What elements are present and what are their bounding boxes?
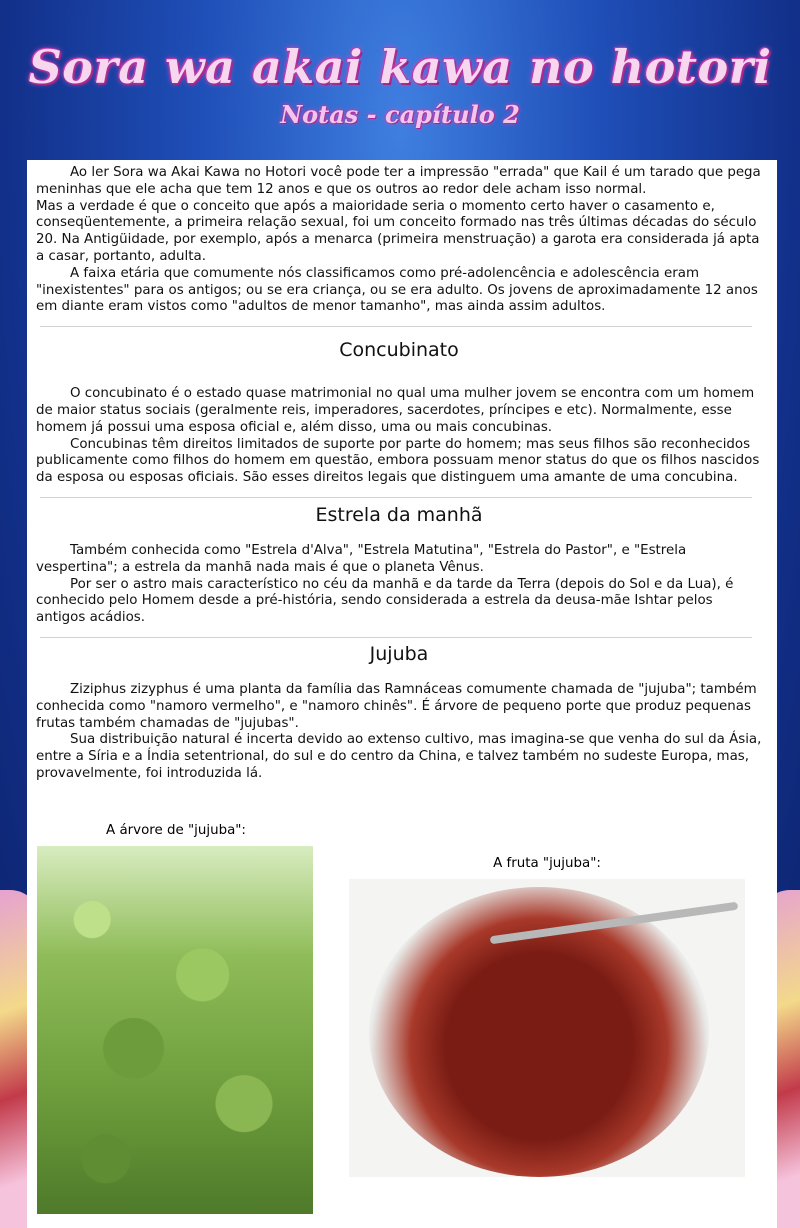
intro-paragraph-1: Ao ler Sora wa Akai Kawa no Hotori você pode ter a impressão "errada" que Kail é um tarado que pega meninhas que ele acha que tem 12 anos e que os outros ao redor dele acham isso normal. <box>36 165 761 197</box>
intro-paragraph-2: Mas a verdade é que o conceito que após a maioridade seria o momento certo haver o casamento e, conseqüentemente, a primeira relação sexual, foi um conceito formado nas três últimas décadas do século 20. Na Antigüidade, por exemplo, após a menarca (primeira menstruação) a garota era considerada já apta a casar, portanto, adulta. <box>36 198 760 264</box>
concubinato-paragraph-2: Concubinas têm direitos limitados de suporte por parte do homem; mas seus filhos são reconhecidos publicamente como filhos do homem em questão, embora possuam menor status do que os filhos nascidos da esposa ou esposas oficiais. São esses direitos legais que distinguem uma amante de uma concubina. <box>36 436 760 486</box>
jujuba-paragraph-1: Ziziphus zizyphus é uma planta da família das Ramnáceas comumente chamada de "jujuba"; também conhecida como "namoro vermelho", e "namoro chinês". É árvore de pequeno porte que produz pequenas frutas também chamadas de "jujubas". <box>36 681 757 731</box>
content-panel <box>27 160 777 1228</box>
caption-tree: A árvore de "jujuba": <box>106 823 246 838</box>
page-header <box>0 0 800 160</box>
section-title-concubinato: Concubinato <box>339 339 459 362</box>
section-divider <box>40 326 752 327</box>
figure-fruit <box>349 856 745 1177</box>
estrela-paragraph-1: Também conhecida como "Estrela d'Alva", "Estrela Matutina", "Estrela do Pastor", e "Estrela vespertina"; a estrela da manhã nada mais é que o planeta Vênus. <box>36 542 687 575</box>
jujuba-paragraph-2: Sua distribuição natural é incerta devido ao extenso cultivo, mas imagina-se que venha do sul da Ásia, entre a Síria e a Índia setentrional, do sul e do centro da China, e talvez também no sudeste Europa, mas, provavelmente, foi introduzida lá. <box>36 732 762 781</box>
page-subtitle: Notas - capítulo 2 <box>280 100 520 129</box>
section-divider <box>40 497 752 498</box>
caption-fruit: A fruta "jujuba": <box>493 856 601 871</box>
intro-paragraph-3: A faixa etária que comumente nós classificamos como pré-adolencência e adolescência eram "inexistentes" para os antigos; ou se era criança, ou se era adulto. Os jovens de aproximadamente 12 anos em diante eram vistos como "adultos de menor tamanho", mas ainda assim adultos. <box>36 265 758 315</box>
jujube-fruit-photo <box>349 879 745 1177</box>
section-divider <box>40 637 752 638</box>
section-title-estrela: Estrela da manhã <box>315 503 483 526</box>
article-body <box>36 165 762 783</box>
section-title-jujuba: Jujuba <box>369 642 429 665</box>
figure-tree <box>37 823 315 1214</box>
jujube-tree-photo <box>37 846 313 1214</box>
estrela-paragraph-2: Por ser o astro mais característico no céu da manhã e da tarde da Terra (depois do Sol e da Lua), é conhecido pelo Homem desde a pré-história, sendo considerada a estrela da deusa-mãe Ishtar pelos antigos acádios. <box>36 576 734 626</box>
concubinato-paragraph-1: O concubinato é o estado quase matrimonial no qual uma mulher jovem se encontra com um homem de maior status sociais (geralmente reis, imperadores, sacerdotes, príncipes e etc). Normalmente, esse homem já possui uma esposa oficial e, além disso, uma ou mais concubinas. <box>36 386 755 435</box>
page-title: Sora wa akai kawa no hotori <box>28 40 772 94</box>
